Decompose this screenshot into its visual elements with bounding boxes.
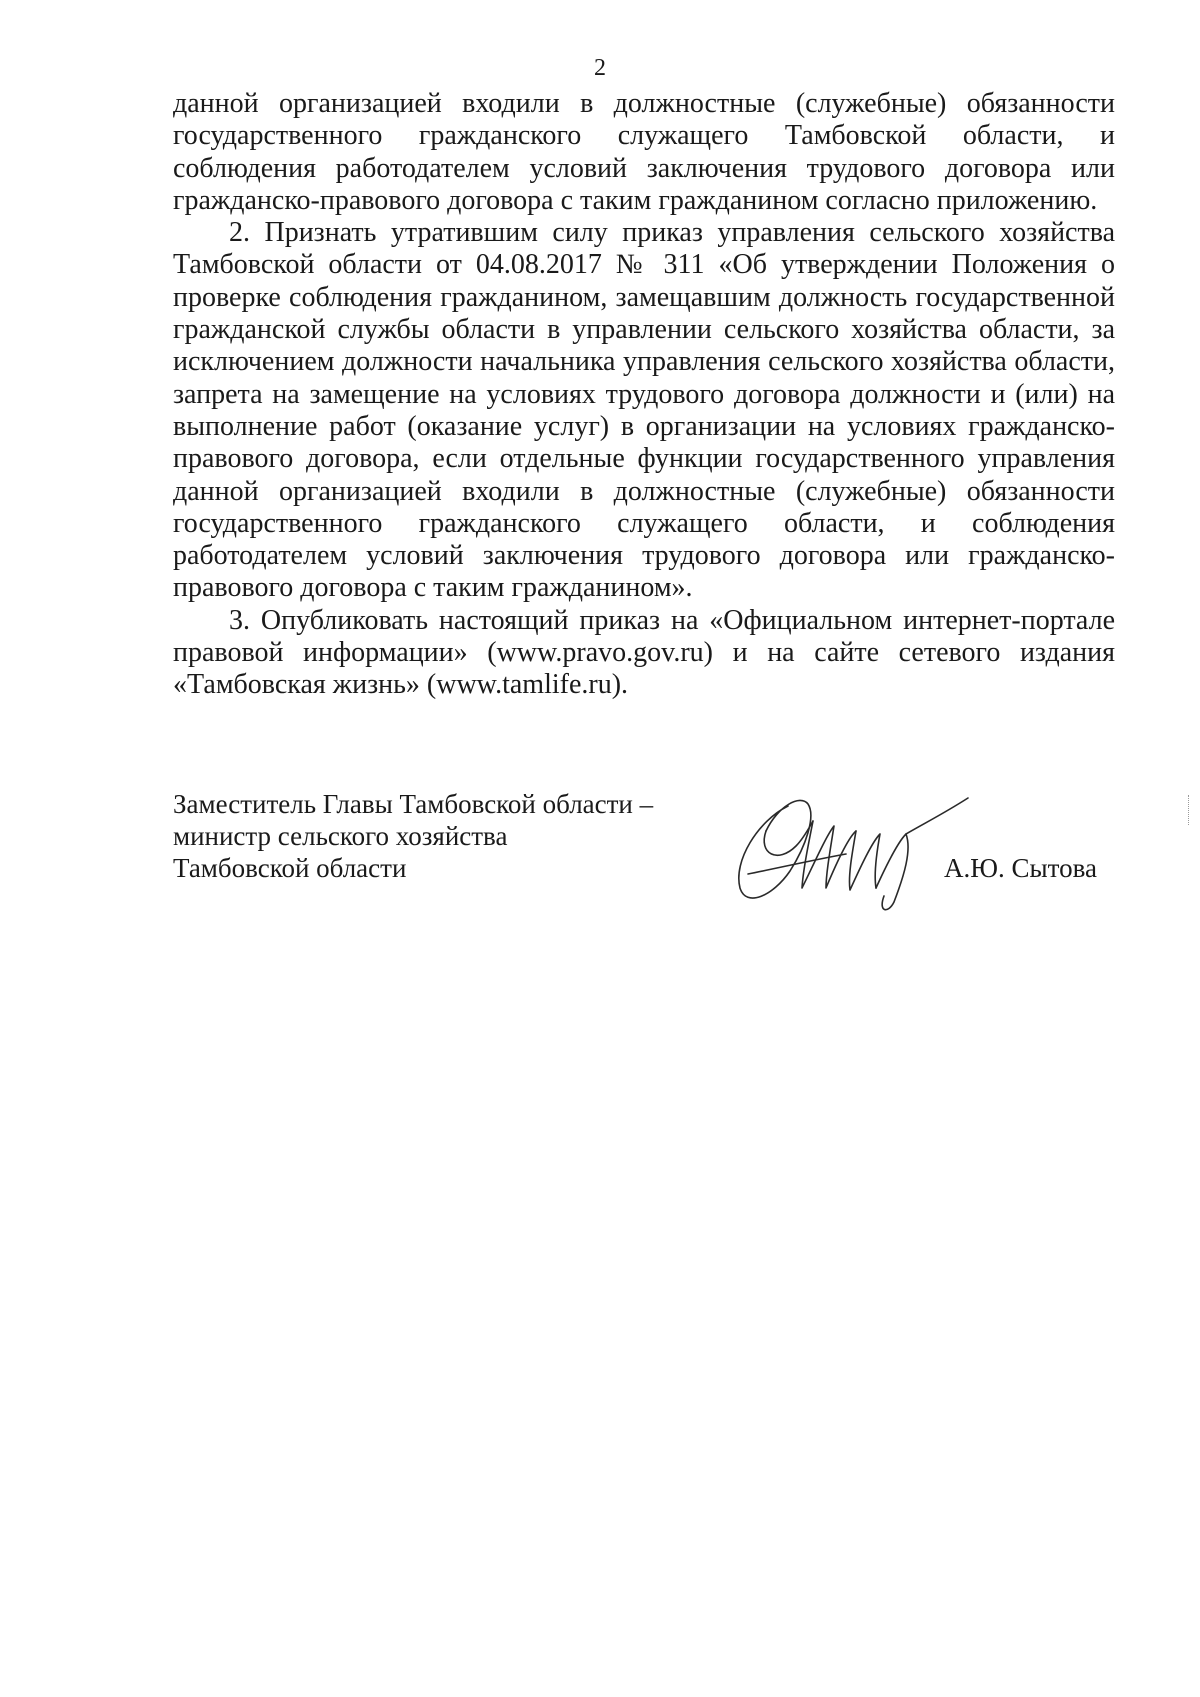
signer-position-line: Тамбовской области: [173, 853, 407, 883]
document-body: [173, 88, 1115, 702]
scan-edge-mark: [1188, 795, 1192, 825]
signer-name: А.Ю. Сытова: [944, 853, 1097, 883]
paragraph-item-3: 3. Опубликовать настоящий приказ на «Официальном интернет-портале правовой информации» (www.pravo.gov.ru) и на сайте сетевого издания «Тамбовская жизнь» (www.tamlife.ru).: [173, 604, 1115, 701]
paragraph-continuation: данной организацией входили в должностные (служебные) обязанности государственного гражданского служащего Тамбовской области, и соблюдения работодателем условий заключения трудового договора или гражданско-правового договора с таким гражданином согласно приложению.: [173, 88, 1115, 216]
signer-position-line: министр сельского хозяйства: [173, 821, 508, 851]
page-number: 2: [594, 55, 606, 81]
signer-position-line: Заместитель Главы Тамбовской области –: [173, 789, 654, 819]
signer-position: [173, 788, 653, 884]
paragraph-item-2: 2. Признать утратившим силу приказ управления сельского хозяйства Тамбовской области от 04.08.2017 № 311 «Об утверждении Положения о проверке соблюдения гражданином, замещавшим должность государственной гражданской службы области в управлении сельского хозяйства области, за исключением должности начальника управления сельского хозяйства области, запрета на замещение на условиях трудового договора должности и (или) на выполнение работ (оказание услуг) в организации на условиях гражданско-правового договора, если отдельные функции государственного управления данной организацией входили в должностные (служебные) обязанности государственного гражданского служащего области, и соблюдения работодателем условий заключения трудового договора или гражданско-правового договора с таким гражданином».: [173, 217, 1115, 604]
signature-block: [173, 788, 1115, 908]
handwritten-signature: [718, 776, 978, 916]
